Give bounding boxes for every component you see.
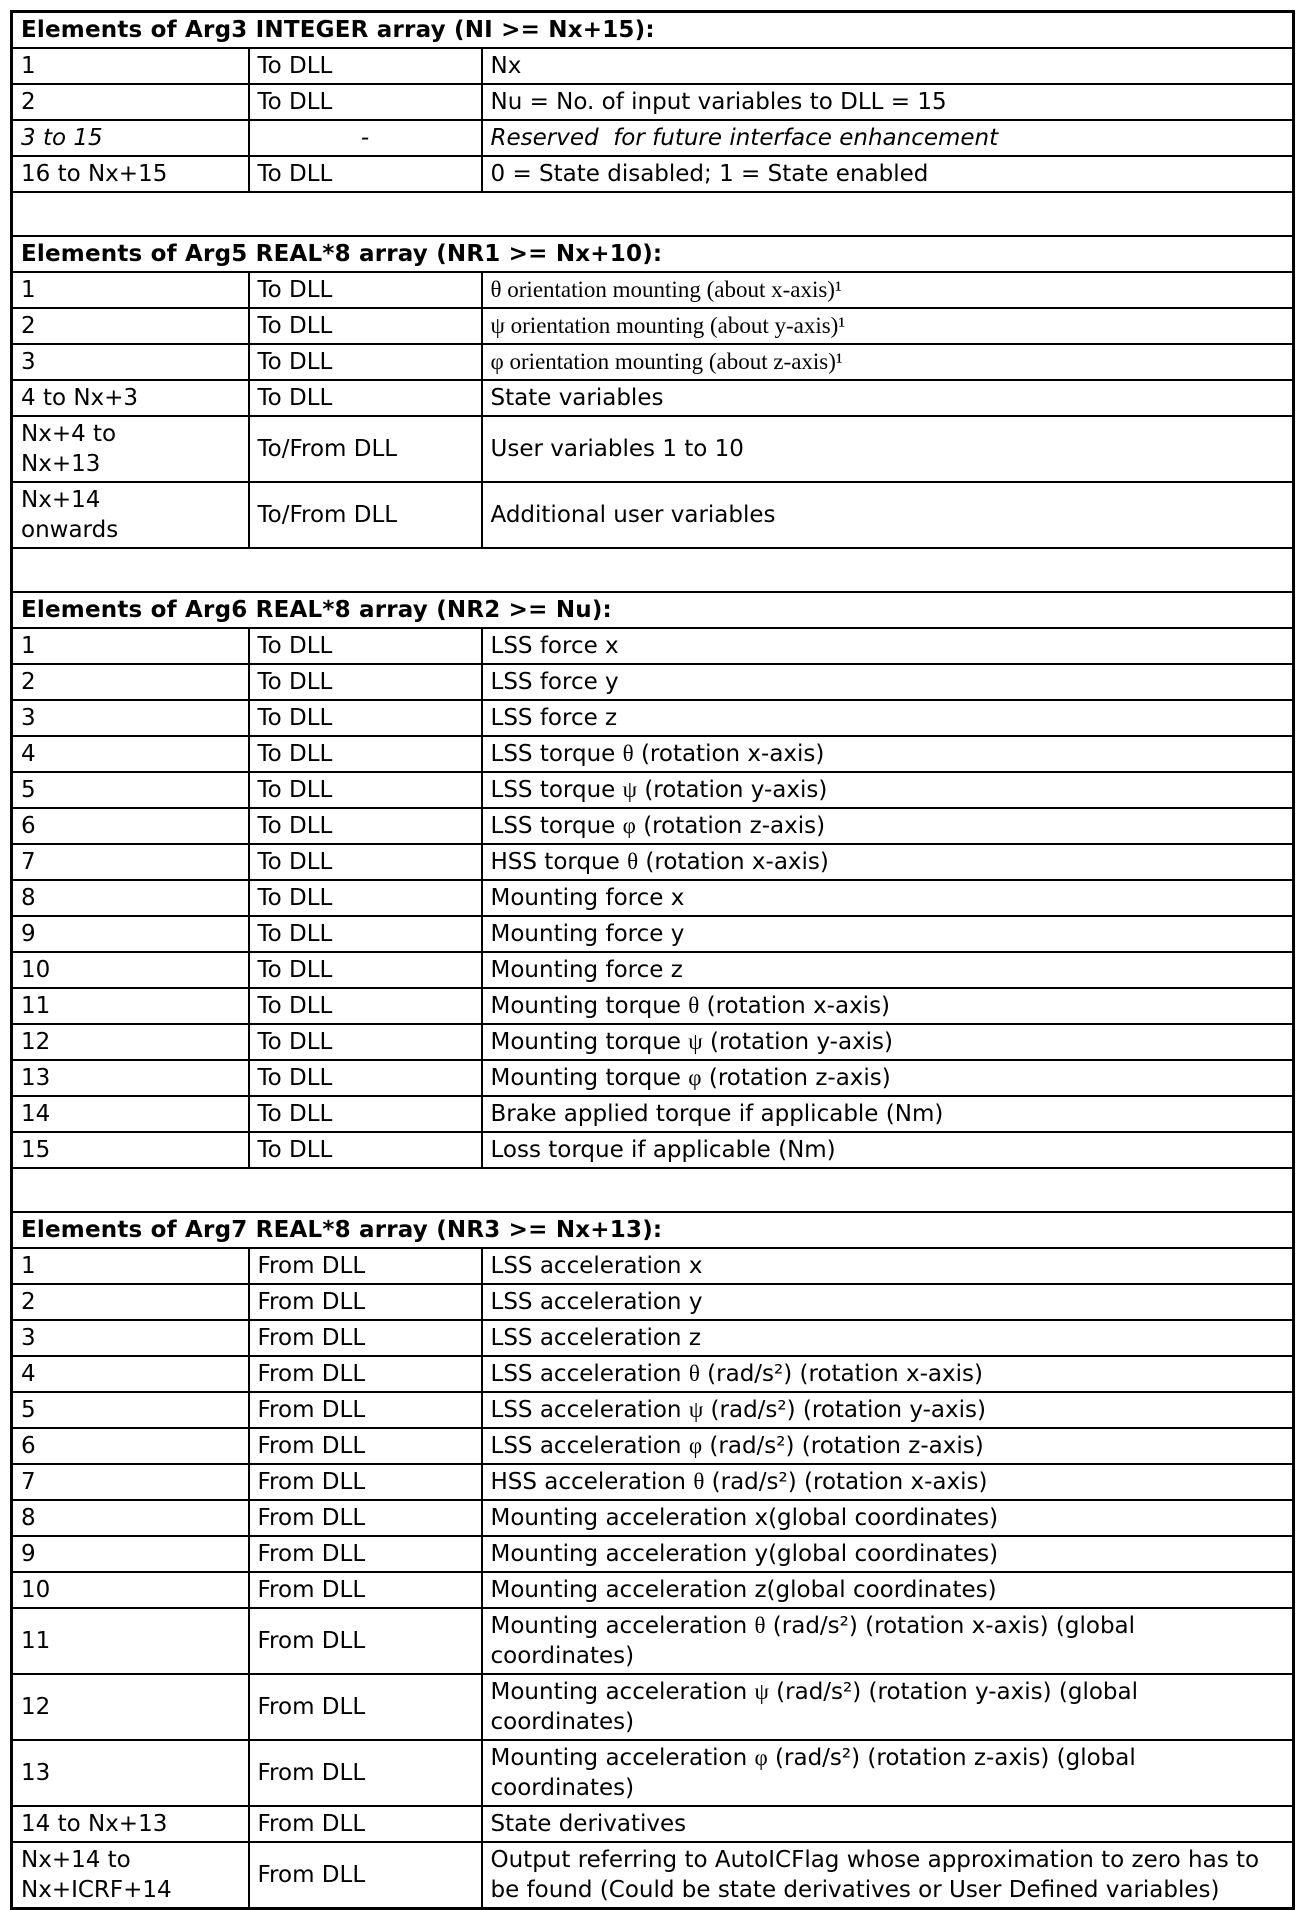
direction-cell: To DLL xyxy=(249,700,482,736)
element-range-cell: 2 xyxy=(12,664,249,700)
table-row xyxy=(12,380,1294,416)
section-separator-cell xyxy=(12,192,1294,236)
element-range-cell: 10 xyxy=(12,1572,249,1608)
element-range-cell: 6 xyxy=(12,808,249,844)
direction-cell: To DLL xyxy=(249,916,482,952)
direction-cell: From DLL xyxy=(249,1740,482,1806)
table-row xyxy=(12,120,1294,156)
table-row xyxy=(12,416,1294,482)
table-row xyxy=(12,700,1294,736)
direction-cell: From DLL xyxy=(249,1608,482,1674)
description-cell: HSS acceleration θ (rad/s²) (rotation x-axis) xyxy=(482,1464,1294,1500)
direction-cell: From DLL xyxy=(249,1320,482,1356)
description-cell: LSS torque θ (rotation x-axis) xyxy=(482,736,1294,772)
direction-cell: From DLL xyxy=(249,1356,482,1392)
description-cell: Mounting force y xyxy=(482,916,1294,952)
direction-cell: To DLL xyxy=(249,772,482,808)
section-row-arg7 xyxy=(12,1212,1294,1248)
element-range-cell: 1 xyxy=(12,48,249,84)
direction-cell: From DLL xyxy=(249,1806,482,1842)
element-range-cell: 5 xyxy=(12,1392,249,1428)
element-range-cell: 12 xyxy=(12,1024,249,1060)
table-row xyxy=(12,1248,1294,1284)
description-cell: State variables xyxy=(482,380,1294,416)
table-row xyxy=(12,156,1294,192)
table-row xyxy=(12,1392,1294,1428)
description-cell: LSS acceleration y xyxy=(482,1284,1294,1320)
dll-arguments-table xyxy=(10,10,1295,1910)
section-row-arg3 xyxy=(12,12,1294,49)
table-row xyxy=(12,48,1294,84)
element-range-cell: 3 xyxy=(12,1320,249,1356)
direction-cell: To DLL xyxy=(249,156,482,192)
description-cell: Reserved for future interface enhancement xyxy=(482,120,1294,156)
description-cell: Mounting torque θ (rotation x-axis) xyxy=(482,988,1294,1024)
section-header-arg5: Elements of Arg5 REAL*8 array (NR1 >= Nx+10): xyxy=(12,236,1294,272)
description-cell: LSS force z xyxy=(482,700,1294,736)
description-cell: Mounting acceleration z(global coordinates) xyxy=(482,1572,1294,1608)
table-row xyxy=(12,1096,1294,1132)
table-row xyxy=(12,1674,1294,1740)
description-cell: Loss torque if applicable (Nm) xyxy=(482,1132,1294,1168)
description-cell: φ orientation mounting (about z-axis)¹ xyxy=(482,344,1294,380)
description-cell: Mounting torque φ (rotation z-axis) xyxy=(482,1060,1294,1096)
element-range-cell: 3 xyxy=(12,344,249,380)
description-cell: Brake applied torque if applicable (Nm) xyxy=(482,1096,1294,1132)
element-range-cell: 7 xyxy=(12,844,249,880)
element-range-cell: 15 xyxy=(12,1132,249,1168)
direction-cell: To DLL xyxy=(249,988,482,1024)
direction-cell: To DLL xyxy=(249,344,482,380)
table-row xyxy=(12,880,1294,916)
description-cell: LSS acceleration φ (rad/s²) (rotation z-axis) xyxy=(482,1428,1294,1464)
direction-cell: From DLL xyxy=(249,1248,482,1284)
direction-cell: To DLL xyxy=(249,1060,482,1096)
direction-cell: From DLL xyxy=(249,1536,482,1572)
table-row xyxy=(12,1572,1294,1608)
direction-cell: To DLL xyxy=(249,664,482,700)
table-row xyxy=(12,1536,1294,1572)
description-cell: θ orientation mounting (about x-axis)¹ xyxy=(482,272,1294,308)
element-range-cell: 11 xyxy=(12,1608,249,1674)
description-cell: 0 = State disabled; 1 = State enabled xyxy=(482,156,1294,192)
direction-cell: From DLL xyxy=(249,1674,482,1740)
element-range-cell: 1 xyxy=(12,628,249,664)
table-row xyxy=(12,308,1294,344)
element-range-cell: 4 xyxy=(12,1356,249,1392)
direction-cell: To/From DLL xyxy=(249,416,482,482)
greek-letter: θ xyxy=(627,849,639,874)
description-cell: ψ orientation mounting (about y-axis)¹ xyxy=(482,308,1294,344)
direction-cell: From DLL xyxy=(249,1284,482,1320)
description-cell: LSS torque ψ (rotation y-axis) xyxy=(482,772,1294,808)
description-cell: Additional user variables xyxy=(482,482,1294,548)
description-cell: State derivatives xyxy=(482,1806,1294,1842)
direction-cell: To DLL xyxy=(249,628,482,664)
table-row xyxy=(12,482,1294,548)
element-range-cell: Nx+14 onwards xyxy=(12,482,249,548)
element-range-cell: 1 xyxy=(12,1248,249,1284)
greek-letter: θ xyxy=(622,741,634,766)
description-cell: LSS force y xyxy=(482,664,1294,700)
element-range-cell: 13 xyxy=(12,1060,249,1096)
table-row xyxy=(12,736,1294,772)
direction-cell: To DLL xyxy=(249,308,482,344)
section-header-arg3: Elements of Arg3 INTEGER array (NI >= Nx+15): xyxy=(12,12,1294,49)
element-range-cell: 7 xyxy=(12,1464,249,1500)
element-range-cell: 8 xyxy=(12,880,249,916)
section-separator-cell xyxy=(12,1168,1294,1212)
direction-cell: To DLL xyxy=(249,84,482,120)
element-range-cell: 12 xyxy=(12,1674,249,1740)
table-row xyxy=(12,664,1294,700)
direction-cell: - xyxy=(249,120,482,156)
direction-cell: To DLL xyxy=(249,1132,482,1168)
table-row xyxy=(12,272,1294,308)
direction-cell: From DLL xyxy=(249,1500,482,1536)
greek-letter: θ xyxy=(693,1469,705,1494)
table-row xyxy=(12,84,1294,120)
table-row xyxy=(12,1284,1294,1320)
description-cell: HSS torque θ (rotation x-axis) xyxy=(482,844,1294,880)
element-range-cell: 10 xyxy=(12,952,249,988)
element-range-cell: 13 xyxy=(12,1740,249,1806)
description-cell: LSS torque φ (rotation z-axis) xyxy=(482,808,1294,844)
element-range-cell: 1 xyxy=(12,272,249,308)
element-range-cell: 3 to 15 xyxy=(12,120,249,156)
table-row xyxy=(12,808,1294,844)
table-row xyxy=(12,1356,1294,1392)
table-row xyxy=(12,1608,1294,1674)
element-range-cell: 5 xyxy=(12,772,249,808)
greek-letter: θ xyxy=(754,1613,766,1638)
description-cell: Output referring to AutoICFlag whose approximation to zero has to be found (Could be state derivatives or User Defined variables) xyxy=(482,1842,1294,1909)
element-range-cell: 2 xyxy=(12,84,249,120)
table-row xyxy=(12,1806,1294,1842)
direction-cell: To DLL xyxy=(249,48,482,84)
direction-cell: To DLL xyxy=(249,736,482,772)
description-cell: Mounting acceleration x(global coordinates) xyxy=(482,1500,1294,1536)
element-range-cell: 16 to Nx+15 xyxy=(12,156,249,192)
greek-letter: φ xyxy=(688,1065,702,1090)
direction-cell: To DLL xyxy=(249,1024,482,1060)
table-row xyxy=(12,1060,1294,1096)
section-separator-row xyxy=(12,1168,1294,1212)
description-cell: Mounting acceleration φ (rad/s²) (rotation z-axis) (global coordinates) xyxy=(482,1740,1294,1806)
document-page xyxy=(10,10,1295,1910)
description-cell: LSS force x xyxy=(482,628,1294,664)
section-header-arg6: Elements of Arg6 REAL*8 array (NR2 >= Nu): xyxy=(12,592,1294,628)
element-range-cell: 2 xyxy=(12,308,249,344)
element-range-cell: 8 xyxy=(12,1500,249,1536)
direction-cell: To DLL xyxy=(249,1096,482,1132)
direction-cell: To DLL xyxy=(249,380,482,416)
section-row-arg5 xyxy=(12,236,1294,272)
element-range-cell: 14 to Nx+13 xyxy=(12,1806,249,1842)
direction-cell: From DLL xyxy=(249,1464,482,1500)
direction-cell: From DLL xyxy=(249,1572,482,1608)
greek-letter: φ xyxy=(688,1433,703,1458)
greek-letter: θ xyxy=(688,1361,700,1386)
table-row xyxy=(12,844,1294,880)
direction-cell: To DLL xyxy=(249,952,482,988)
direction-cell: To DLL xyxy=(249,272,482,308)
section-separator-row xyxy=(12,548,1294,592)
table-row xyxy=(12,344,1294,380)
element-range-cell: 9 xyxy=(12,1536,249,1572)
table-row xyxy=(12,1740,1294,1806)
description-cell: User variables 1 to 10 xyxy=(482,416,1294,482)
greek-letter: ψ xyxy=(754,1679,769,1704)
greek-letter: θ xyxy=(688,993,700,1018)
element-range-cell: 14 xyxy=(12,1096,249,1132)
direction-cell: To DLL xyxy=(249,844,482,880)
description-cell: LSS acceleration x xyxy=(482,1248,1294,1284)
direction-cell: To DLL xyxy=(249,808,482,844)
direction-cell: To/From DLL xyxy=(249,482,482,548)
description-cell: Nu = No. of input variables to DLL = 15 xyxy=(482,84,1294,120)
dll-arguments-table-body xyxy=(12,12,1294,1909)
description-cell: Nx xyxy=(482,48,1294,84)
table-row xyxy=(12,1842,1294,1909)
element-range-cell: 6 xyxy=(12,1428,249,1464)
section-row-arg6 xyxy=(12,592,1294,628)
description-cell: Mounting force x xyxy=(482,880,1294,916)
table-row xyxy=(12,628,1294,664)
greek-letter: ψ xyxy=(688,1397,704,1422)
table-row xyxy=(12,1428,1294,1464)
table-row xyxy=(12,916,1294,952)
description-cell: Mounting torque ψ (rotation y-axis) xyxy=(482,1024,1294,1060)
section-separator-row xyxy=(12,192,1294,236)
direction-cell: From DLL xyxy=(249,1392,482,1428)
element-range-cell: 9 xyxy=(12,916,249,952)
table-row xyxy=(12,952,1294,988)
description-cell: LSS acceleration θ (rad/s²) (rotation x-axis) xyxy=(482,1356,1294,1392)
greek-letter: ψ xyxy=(688,1029,703,1054)
description-cell: Mounting acceleration ψ (rad/s²) (rotation y-axis) (global coordinates) xyxy=(482,1674,1294,1740)
direction-cell: From DLL xyxy=(249,1842,482,1909)
greek-letter: φ xyxy=(754,1745,768,1770)
table-row xyxy=(12,1024,1294,1060)
table-row xyxy=(12,1500,1294,1536)
direction-cell: From DLL xyxy=(249,1428,482,1464)
element-range-cell: 4 to Nx+3 xyxy=(12,380,249,416)
description-cell: LSS acceleration z xyxy=(482,1320,1294,1356)
table-row xyxy=(12,772,1294,808)
direction-cell: To DLL xyxy=(249,880,482,916)
element-range-cell: Nx+14 to Nx+ICRF+14 xyxy=(12,1842,249,1909)
table-row xyxy=(12,1464,1294,1500)
greek-letter: φ xyxy=(622,813,636,838)
description-cell: LSS acceleration ψ (rad/s²) (rotation y-axis) xyxy=(482,1392,1294,1428)
section-separator-cell xyxy=(12,548,1294,592)
element-range-cell: Nx+4 to Nx+13 xyxy=(12,416,249,482)
element-range-cell: 11 xyxy=(12,988,249,1024)
table-row xyxy=(12,1132,1294,1168)
section-header-arg7: Elements of Arg7 REAL*8 array (NR3 >= Nx+13): xyxy=(12,1212,1294,1248)
description-cell: Mounting force z xyxy=(482,952,1294,988)
table-row xyxy=(12,1320,1294,1356)
element-range-cell: 4 xyxy=(12,736,249,772)
element-range-cell: 3 xyxy=(12,700,249,736)
element-range-cell: 2 xyxy=(12,1284,249,1320)
greek-letter: ψ xyxy=(622,777,638,802)
description-cell: Mounting acceleration y(global coordinates) xyxy=(482,1536,1294,1572)
table-row xyxy=(12,988,1294,1024)
description-cell: Mounting acceleration θ (rad/s²) (rotation x-axis) (global coordinates) xyxy=(482,1608,1294,1674)
